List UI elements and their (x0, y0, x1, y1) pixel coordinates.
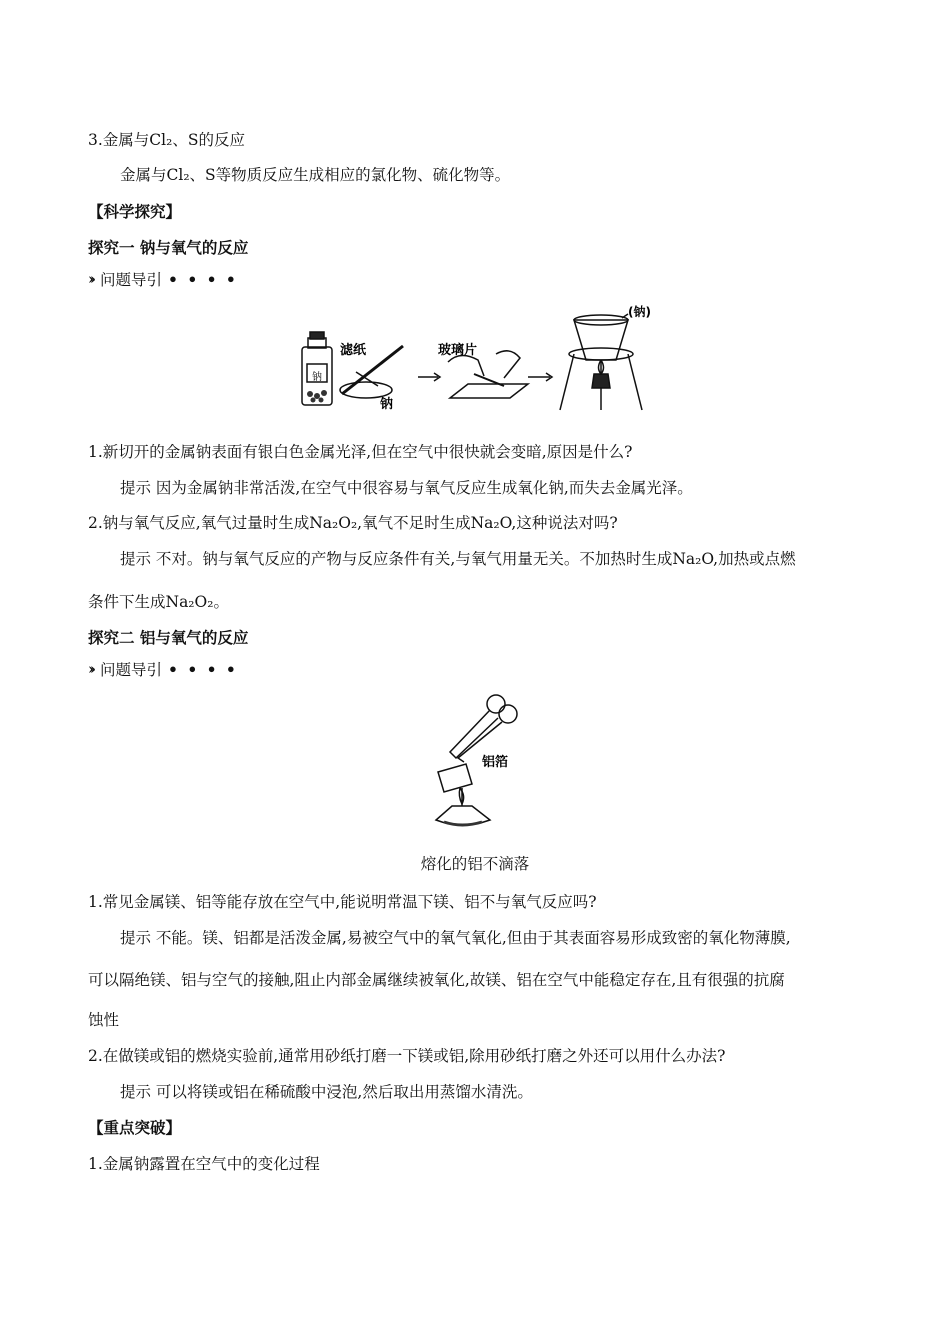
aluminum-foil-figure (430, 688, 530, 836)
inquiry-2-question-1: 1.常见金属镁、铝等能存放在空气中,能说明常温下镁、铝不与氧气反应吗? (88, 893, 597, 911)
science-inquiry-header: 【科学探究】 (88, 203, 182, 221)
inquiry-2-guide (88, 658, 238, 680)
alcohol-lamp (592, 374, 610, 388)
key-breakthrough-header: 【重点突破】 (88, 1119, 182, 1137)
label-filter-paper: 滤纸 (340, 343, 367, 358)
double-chevron-icon: ›› (88, 660, 92, 678)
inquiry-1-title: 探究一 钠与氧气的反应 (88, 239, 249, 257)
section-3-body: 金属与Cl₂、S等物质反应生成相应的氯化物、硫化物等。 (120, 166, 511, 184)
guide-label: 问题导引 (100, 271, 163, 289)
guide-dots: • • • • (168, 269, 238, 289)
inquiry-1-answer-1: 提示 因为金属钠非常活泼,在空气中很容易与氧气反应生成氧化钠,而失去金属光泽。 (120, 479, 693, 497)
label-glass-plate: 玻璃片 (438, 343, 478, 358)
crucible-tongs (450, 710, 498, 758)
inquiry-1-question-1: 1.新切开的金属钠表面有银白色金属光泽,但在空气中很快就会变暗,原因是什么? (88, 443, 633, 461)
inquiry-1-answer-2-line-1: 提示 不对。钠与氧气反应的产物与反应条件有关,与氧气用量无关。不加热时生成Na₂O,加热或点燃 (120, 550, 796, 568)
double-chevron-icon: ›› (88, 270, 92, 288)
label-sodium-paren: (钠) (628, 305, 651, 319)
guide-label: 问题导引 (100, 661, 163, 679)
label-aluminum-foil: 铝箔 (482, 755, 509, 770)
inquiry-2-answer-1-line-3: 蚀性 (88, 1011, 120, 1029)
label-bottle: 钠 (312, 372, 322, 383)
glass-plate (450, 384, 528, 398)
sodium-experiment-figure (298, 302, 658, 414)
inquiry-1-question-2: 2.钠与氧气反应,氧气过量时生成Na₂O₂,氧气不足时生成Na₂O,这种说法对吗? (88, 514, 618, 532)
inquiry-2-answer-1-line-2: 可以隔绝镁、铝与空气的接触,阻止内部金属继续被氧化,故镁、铝在空气中能稳定存在,且有很强的抗腐 (88, 971, 785, 989)
inquiry-1-guide (88, 268, 238, 290)
inquiry-2-answer-1-line-1: 提示 不能。镁、铝都是活泼金属,易被空气中的氧气氧化,但由于其表面容易形成致密的氧化物薄膜, (120, 929, 791, 947)
crucible (574, 320, 628, 360)
inquiry-2-answer-2: 提示 可以将镁或铝在稀硫酸中浸泡,然后取出用蒸馏水清洗。 (120, 1083, 533, 1101)
inquiry-2-question-2: 2.在做镁或铝的燃烧实验前,通常用砂纸打磨一下镁或铝,除用砂纸打磨之外还可以用什么办法? (88, 1047, 726, 1065)
section-3-title: 3.金属与Cl₂、S的反应 (88, 131, 245, 149)
inquiry-2-title: 探究二 铝与氧气的反应 (88, 629, 249, 647)
guide-dots: • • • • (168, 659, 238, 679)
key-point-1: 1.金属钠露置在空气中的变化过程 (88, 1155, 320, 1173)
aluminum-foil (438, 764, 472, 792)
figure-caption: 熔化的铝不滴落 (420, 855, 530, 873)
label-sodium: 钠 (380, 397, 394, 412)
inquiry-1-answer-2-line-2: 条件下生成Na₂O₂。 (88, 593, 229, 611)
